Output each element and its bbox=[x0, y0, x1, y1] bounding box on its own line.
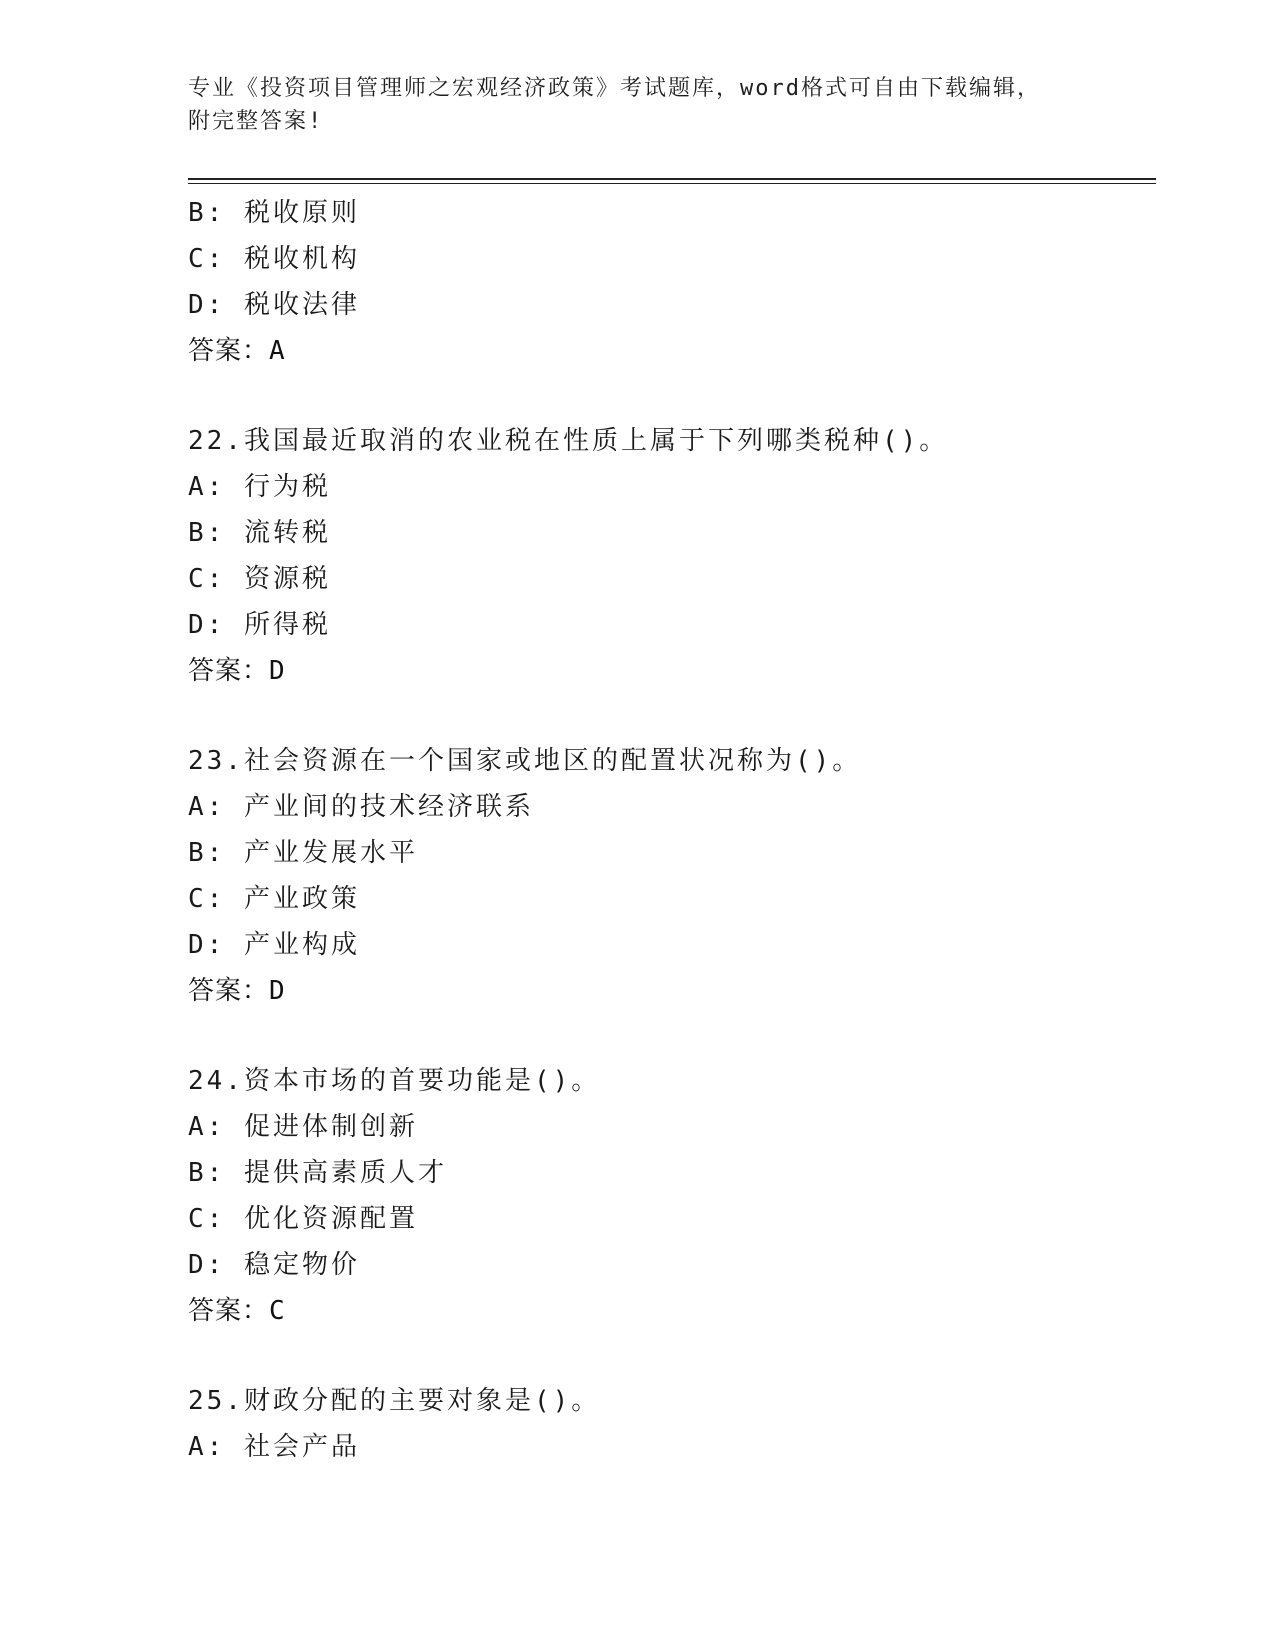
answer-value: C bbox=[269, 1296, 286, 1326]
answer-label: 答案： bbox=[188, 1296, 270, 1326]
option-b: B: 提供高素质人才 bbox=[188, 1158, 447, 1188]
question-stem: 23.社会资源在一个国家或地区的配置状况称为()。 bbox=[188, 746, 862, 776]
question-block-24 bbox=[188, 1058, 1148, 1334]
option-d: D: 所得税 bbox=[188, 610, 331, 640]
question-block-25 bbox=[188, 1378, 1148, 1470]
option-d: D: 税收法律 bbox=[188, 290, 360, 320]
option-a: A: 社会产品 bbox=[188, 1432, 360, 1462]
answer-label: 答案： bbox=[188, 656, 270, 686]
answer-line bbox=[188, 1288, 1148, 1334]
answer-line bbox=[188, 328, 1148, 374]
question-gap bbox=[188, 374, 1148, 418]
question-list bbox=[188, 190, 1148, 1470]
option-c: C: 资源税 bbox=[188, 564, 331, 594]
question-stem: 24.资本市场的首要功能是()。 bbox=[188, 1066, 601, 1096]
answer-value: D bbox=[269, 976, 286, 1006]
header-rule-thin bbox=[188, 183, 1156, 184]
option-d: D: 产业构成 bbox=[188, 930, 360, 960]
answer-value: A bbox=[269, 336, 286, 366]
question-gap bbox=[188, 1334, 1148, 1378]
header-line-2: 附完整答案! bbox=[188, 109, 324, 134]
question-gap bbox=[188, 694, 1148, 738]
answer-label: 答案： bbox=[188, 976, 270, 1006]
answer-line bbox=[188, 968, 1148, 1014]
option-a: A: 产业间的技术经济联系 bbox=[188, 792, 534, 822]
option-b: B: 流转税 bbox=[188, 518, 331, 548]
question-block-continued bbox=[188, 190, 1148, 374]
option-a: A: 行为税 bbox=[188, 472, 331, 502]
option-a: A: 促进体制创新 bbox=[188, 1112, 418, 1142]
answer-label: 答案： bbox=[188, 336, 270, 366]
option-b: B: 税收原则 bbox=[188, 198, 360, 228]
answer-line bbox=[188, 648, 1148, 694]
header-rule-thick bbox=[188, 178, 1156, 180]
option-c: C: 税收机构 bbox=[188, 244, 360, 274]
question-block-23 bbox=[188, 738, 1148, 1014]
question-stem: 25.财政分配的主要对象是()。 bbox=[188, 1386, 601, 1416]
option-d: D: 稳定物价 bbox=[188, 1250, 360, 1280]
header-line-1: 专业《投资项目管理师之宏观经济政策》考试题库，word格式可自由下载编辑， bbox=[188, 76, 1041, 101]
question-gap bbox=[188, 1014, 1148, 1058]
option-c: C: 产业政策 bbox=[188, 884, 360, 914]
question-stem: 22.我国最近取消的农业税在性质上属于下列哪类税种()。 bbox=[188, 426, 949, 456]
option-b: B: 产业发展水平 bbox=[188, 838, 418, 868]
answer-value: D bbox=[269, 656, 286, 686]
option-c: C: 优化资源配置 bbox=[188, 1204, 418, 1234]
document-header bbox=[188, 72, 1088, 138]
question-block-22 bbox=[188, 418, 1148, 694]
